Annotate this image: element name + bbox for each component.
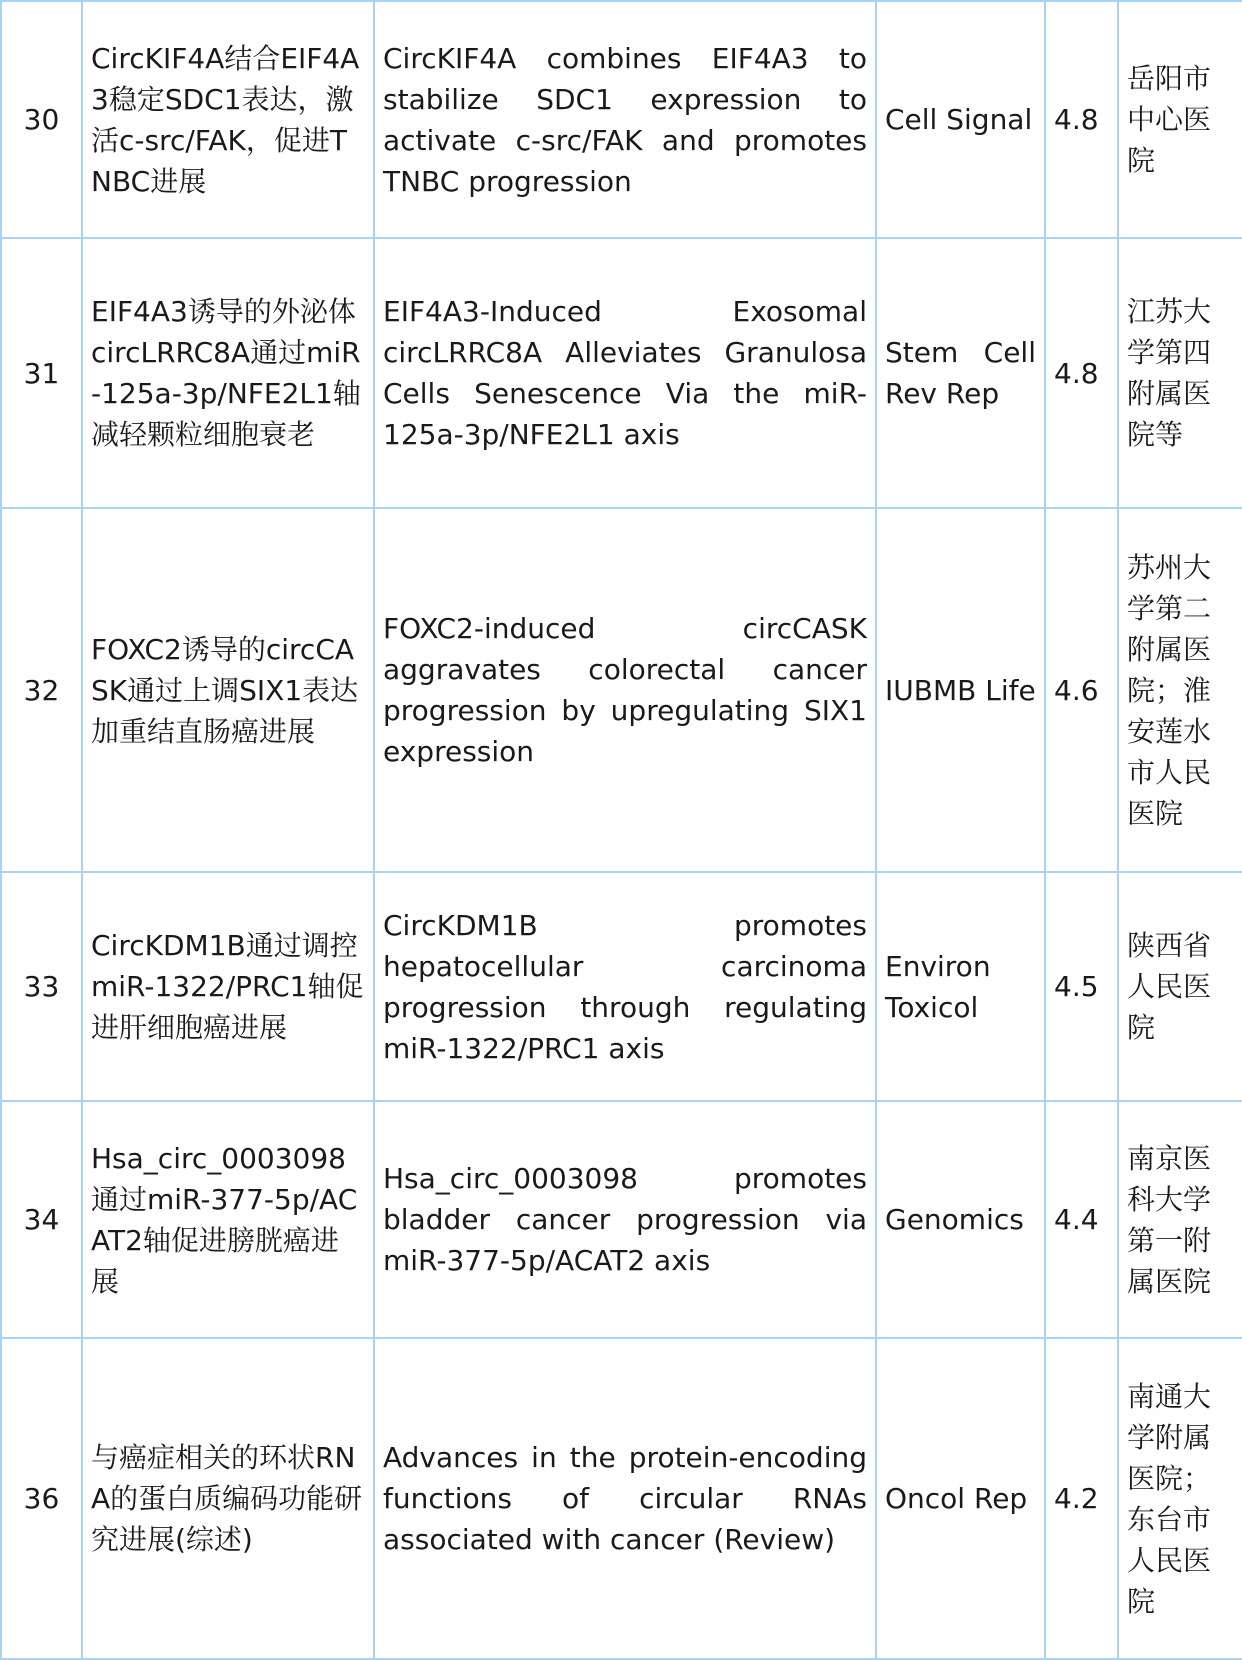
journal-name: Oncol Rep xyxy=(876,1338,1045,1659)
institution: 陕西省人民医院 xyxy=(1118,872,1242,1101)
institution: 岳阳市中心医院 xyxy=(1118,1,1242,238)
journal-name: Cell Signal xyxy=(876,1,1045,238)
journal-name: Stem Cell Rev Rep xyxy=(876,238,1045,508)
row-number: 31 xyxy=(1,238,82,508)
title-english: FOXC2-induced circCASK aggravates colorectal cancer progression by upregulating SIX1 expression xyxy=(374,508,876,872)
row-number: 34 xyxy=(1,1101,82,1338)
title-english: Hsa_circ_0003098 promotes bladder cancer progression via miR-377-5p/ACAT2 axis xyxy=(374,1101,876,1338)
impact-factor: 4.5 xyxy=(1045,872,1118,1101)
row-number: 36 xyxy=(1,1338,82,1659)
title-english: Advances in the protein-encoding functions of circular RNAs associated with cancer (Review) xyxy=(374,1338,876,1659)
table-row xyxy=(1,508,1242,872)
title-chinese: FOXC2诱导的circCASK通过上调SIX1表达加重结直肠癌进展 xyxy=(82,508,374,872)
title-english: CircKIF4A combines EIF4A3 to stabilize SDC1 expression to activate c-src/FAK and promotes TNBC progression xyxy=(374,1,876,238)
impact-factor: 4.6 xyxy=(1045,508,1118,872)
journal-name: Environ Toxicol xyxy=(876,872,1045,1101)
impact-factor: 4.8 xyxy=(1045,1,1118,238)
impact-factor: 4.4 xyxy=(1045,1101,1118,1338)
table-row xyxy=(1,872,1242,1101)
impact-factor: 4.2 xyxy=(1045,1338,1118,1659)
table-row xyxy=(1,1101,1242,1338)
title-english: CircKDM1B promotes hepatocellular carcinoma progression through regulating miR-1322/PRC1 axis xyxy=(374,872,876,1101)
title-chinese: EIF4A3诱导的外泌体circLRRC8A通过miR-125a-3p/NFE2L1轴减轻颗粒细胞衰老 xyxy=(82,238,374,508)
row-number: 32 xyxy=(1,508,82,872)
row-number: 33 xyxy=(1,872,82,1101)
institution: 江苏大学第四附属医院等 xyxy=(1118,238,1242,508)
title-english: EIF4A3-Induced Exosomal circLRRC8A Alleviates Granulosa Cells Senescence Via the miR-125a-3p/NFE2L1 axis xyxy=(374,238,876,508)
table-row xyxy=(1,1,1242,238)
table-row xyxy=(1,1338,1242,1659)
row-number: 30 xyxy=(1,1,82,238)
institution: 南京医科大学第一附属医院 xyxy=(1118,1101,1242,1338)
table-row xyxy=(1,238,1242,508)
institution: 南通大学附属医院；东台市人民医院 xyxy=(1118,1338,1242,1659)
impact-factor: 4.8 xyxy=(1045,238,1118,508)
journal-name: Genomics xyxy=(876,1101,1045,1338)
journal-name: IUBMB Life xyxy=(876,508,1045,872)
title-chinese: Hsa_circ_0003098通过miR-377-5p/ACAT2轴促进膀胱癌进展 xyxy=(82,1101,374,1338)
title-chinese: CircKDM1B通过调控miR-1322/PRC1轴促进肝细胞癌进展 xyxy=(82,872,374,1101)
institution: 苏州大学第二附属医院；淮安莲水市人民医院 xyxy=(1118,508,1242,872)
title-chinese: 与癌症相关的环状RNA的蛋白质编码功能研究进展(综述) xyxy=(82,1338,374,1659)
title-chinese: CircKIF4A结合EIF4A3稳定SDC1表达，激活c-src/FAK，促进TNBC进展 xyxy=(82,1,374,238)
